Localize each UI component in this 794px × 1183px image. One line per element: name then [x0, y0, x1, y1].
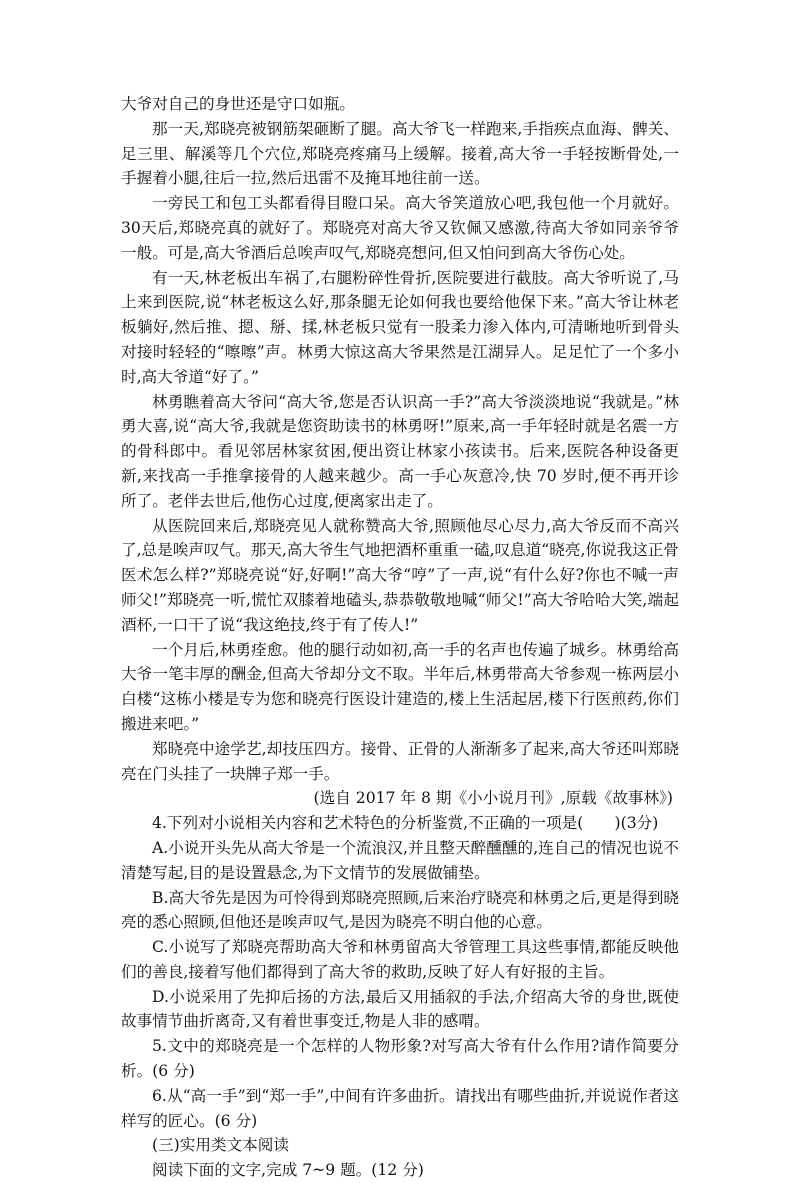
instruction: 阅读下面的文字,完成 7~9 题。(12 分): [152, 1161, 424, 1180]
paragraph: 一个月后,林勇痊愈。他的腿行动如初,高一手的名声也传遍了城乡。林勇给高大爷一笔丰厚的酬金,但高大爷却分文不取。半年后,林勇带高大爷参观一栋两层小白楼“这栋小楼是专为您和晓亮行医设计建造的,楼上生活起居,楼下行医煎药,你们搬进来吧。”: [121, 640, 679, 733]
paragraph: 郑晓亮中途学艺,却技压四方。接骨、正骨的人渐渐多了起来,高大爷还叫郑晓亮在门头挂了一块牌子郑一手。: [121, 739, 679, 783]
paragraph: 大爷对自己的身世还是守口如瓶。: [121, 95, 355, 113]
paragraph: 林勇瞧着高大爷问“高大爷,您是否认识高一手?”高大爷淡淡地说“我就是。”林勇大喜,说“高大爷,我就是您资助读书的林勇呀!”原来,高一手年轻时就是名震一方的骨科郎中。看见邻居林家贫困,便出资让林家小孩读书。后来,医院各种设备更新,来找高一手推拿接骨的人越来越少。高一手心灰意冷,快 70 岁时,便不再开诊所了。老伴去世后,他伤心过度,便离家出走了。: [121, 392, 679, 510]
source-citation: (选自 2017 年 8 期《小小说月刊》,原载《故事林》): [313, 789, 673, 808]
document-page: [121, 92, 679, 1183]
option-a: A.小说开头先从高大爷是一个流浪汉,并且整天醉醺醺的,连自己的情况也说不清楚写起,目的是设置悬念,为下文情节的发展做铺垫。: [121, 838, 679, 882]
question-6: 6.从“高一手”到“郑一手”,中间有许多曲折。请找出有哪些曲折,并说说作者这样写的匠心。(6 分): [121, 1086, 679, 1130]
paragraph: 一旁民工和包工头都看得目瞪口呆。高大爷笑道放心吧,我包他一个月就好。30天后,郑晓亮真的就好了。郑晓亮对高大爷又钦佩又感激,待高大爷如同亲爷爷一般。可是,高大爷酒后总唉声叹气,郑晓亮想问,但又怕问到高大爷伤心处。: [121, 194, 679, 262]
option-c: C.小说写了郑晓亮帮助高大爷和林勇留高大爷管理工具这些事情,都能反映他们的善良,接着写他们都得到了高大爷的救助,反映了好人有好报的主旨。: [121, 938, 679, 981]
option-b: B.高大爷先是因为可怜得到郑晓亮照顾,后来治疗晓亮和林勇之后,更是得到晓亮的悉心照顾,但他还是唉声叹气,是因为晓亮不明白他的心意。: [121, 888, 679, 932]
paragraph: 那一天,郑晓亮被钢筋架砸断了腿。高大爷飞一样跑来,手指疾点血海、髀关、足三里、解溪等几个穴位,郑晓亮疼痛马上缓解。接着,高大爷一手轻按断骨处,一手握着小腿,往后一拉,然后迅雷不及掩耳地往前一送。: [121, 119, 679, 188]
question-4: 4.下列对小说相关内容和艺术特色的分析鉴赏,不正确的一项是( )(3分): [152, 814, 659, 833]
paragraph: 从医院回来后,郑晓亮见人就称赞高大爷,照顾他尽心尽力,高大爷反而不高兴了,总是唉声叹气。那天,高大爷生气地把酒杯重重一磕,叹息道“晓亮,你说我这正骨医术怎么样?”郑晓亮说“好,好啊!”高大爷“哼”了一声,说“有什么好?你也不喊一声师父!”郑晓亮一听,慌忙双膝着地磕头,恭恭敬敬地喊“师父!”高大爷哈哈大笑,端起酒杯,一口干了说“我这绝技,终于有了传人!”: [121, 516, 679, 634]
question-5: 5.文中的郑晓亮是一个怎样的人物形象?对写高大爷有什么作用?请作简要分析。(6 分): [121, 1037, 679, 1081]
option-d: D.小说采用了先抑后扬的方法,最后又用插叙的手法,介绍高大爷的身世,既使故事情节曲折离奇,又有着世事变迁,物是人非的感喟。: [121, 987, 679, 1031]
paragraph: 有一天,林老板出车祸了,右腿粉碎性骨折,医院要进行截肢。高大爷听说了,马上来到医院,说“林老板这么好,那条腿无论如何我也要给他保下来。”高大爷让林老板躺好,然后推、摁、掰、揉,林老板只觉有一股柔力渗入体内,可清晰地听到骨头对接时轻轻的“嚓嚓”声。林勇大惊这高大爷果然是江湖异人。足足忙了一个多小时,高大爷道“好了。”: [121, 268, 679, 386]
section-heading: (三)实用类文本阅读: [152, 1136, 289, 1155]
